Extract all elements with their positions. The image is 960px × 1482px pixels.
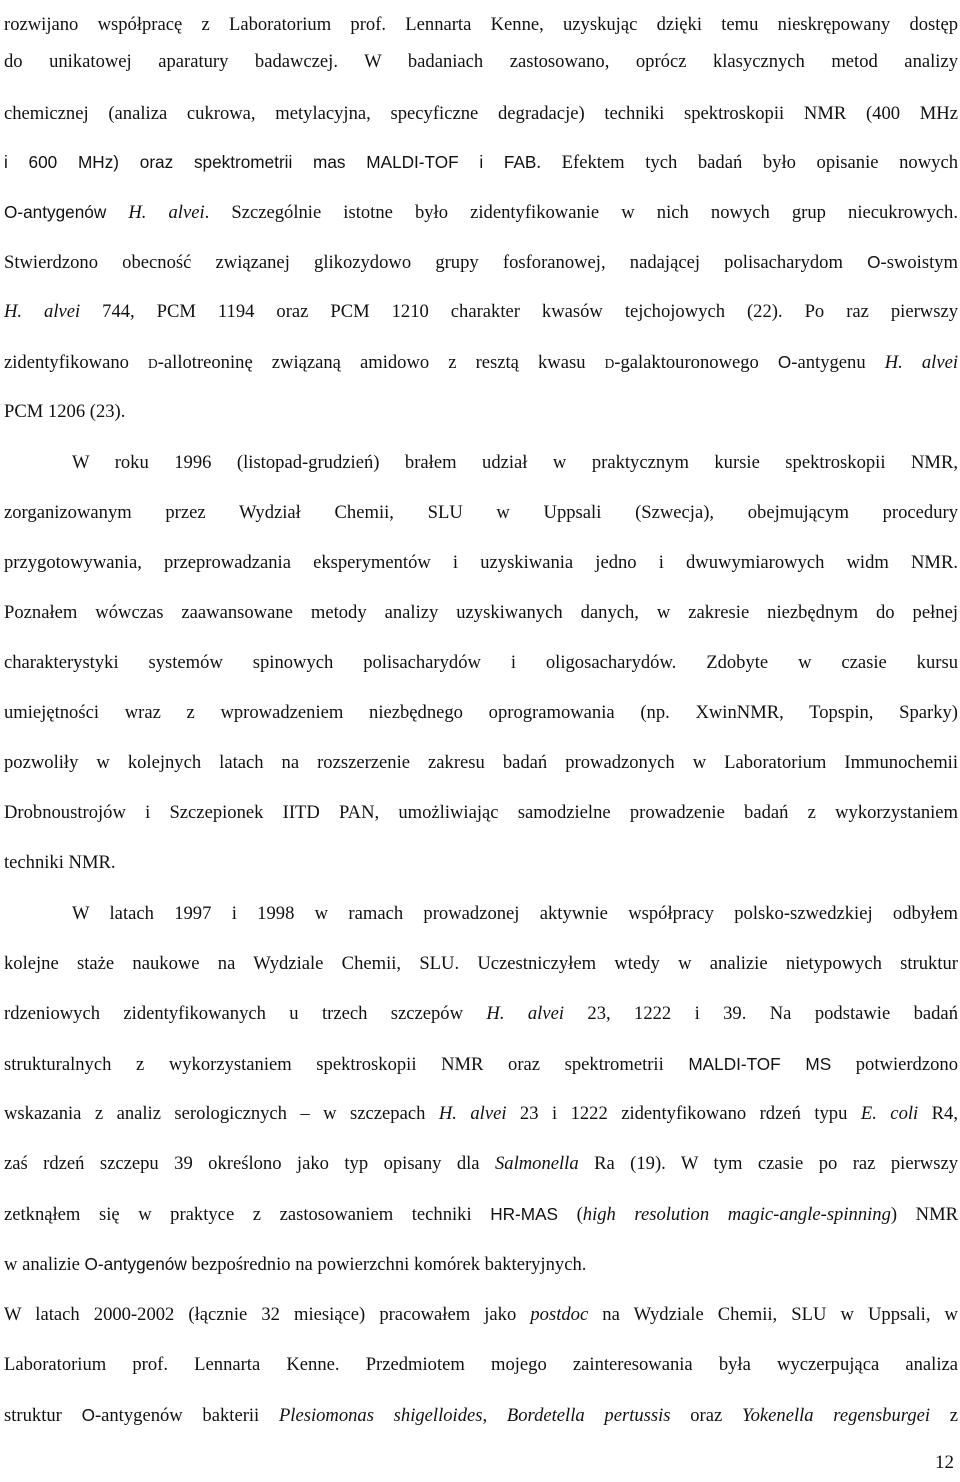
text-line [4,1099,958,1129]
text-line [4,798,958,828]
text-segment: W latach 1997 i 1998 w ramach prowadzonej aktywnie współpracy polsko-szwedzkiej odbyłem [72,903,958,924]
italic-text: H. alvei [486,1003,565,1024]
text-segment: potwierdzono [831,1054,958,1075]
text-segment: Poznałem wówczas zaawansowane metody analizy uzyskiwanych danych, w zakresie niezbędnym do pełnej [4,602,958,623]
text-line [4,297,958,327]
text-segment: O-antygenów [4,202,107,222]
text-line [4,99,958,129]
text-segment: Drobnoustrojów i Szczepionek IITD PAN, umożliwiając samodzielne prowadzenie badań z wykorzystaniem [4,802,958,823]
text-segment: -allotreoninę związaną amidowo z resztą kwasu [157,352,605,373]
text-segment: Stwierdzono obecność związanej glikozydowo grupy fosforanowej, nadającej polisacharydom [4,252,868,273]
text-segment: . Efektem tych badań było opisanie nowych [536,152,958,173]
text-segment: charakterystyki systemów spinowych polisacharydów i oligosacharydów. Zdobyte w czasie kursu [4,652,958,673]
text-segment: D [604,356,615,371]
italic-text: Bordetella pertussis [506,1405,671,1426]
text-segment: 23, 1222 i 39. Na podstawie badań [564,1003,958,1024]
text-segment: -swoistym [880,252,958,273]
text-segment: O-antygenów [84,1254,187,1274]
text-segment: O [867,252,881,272]
text-line [4,197,958,227]
text-line [4,648,958,678]
text-segment: kolejne staże naukowe na Wydziale Chemii, SLU. Uczestniczyłem wtedy w analizie nietypowych struktur [4,953,958,974]
text-line [4,498,958,528]
text-line [4,1300,958,1330]
text-segment: z [930,1405,959,1426]
text-segment: techniki NMR. [4,852,116,873]
italic-text: H. alvei [884,352,958,373]
text-segment: -antygenów bakterii [94,1405,279,1426]
text-segment: D [148,356,158,371]
text-segment: PCM 1206 (23). [4,401,126,422]
text-segment: , [482,1405,507,1426]
text-segment: i 600 MHz) oraz spektrometrii mas [4,152,367,172]
text-line [4,47,958,77]
italic-text: H. alvei [128,202,205,223]
text-line [4,698,958,728]
italic-text: Plesiomonas shigelloides [278,1405,483,1426]
text-line [4,448,958,478]
text-segment: struktur [4,1405,82,1426]
text-segment: do unikatowej aparatury badawczej. W badaniach zastosowano, oprócz klasycznych metod analizy [4,51,958,72]
text-segment: 23 i 1222 zidentyfikowano rdzeń typu [506,1103,861,1124]
text-segment: oraz [670,1405,742,1426]
text-segment: bezpośrednio na powierzchni komórek bakteryjnych. [186,1254,587,1275]
text-segment: zorganizowanym przez Wydział Chemii, SLU w Uppsali (Szwecja), obejmującym procedury [4,502,958,523]
italic-text: Salmonella [494,1153,579,1174]
text-line [4,1149,958,1179]
text-segment: W latach 2000-2002 (łącznie 32 miesiące) pracowałem jako [4,1304,531,1325]
text-segment: Laboratorium prof. Lennarta Kenne. Przedmiotem mojego zainteresowania była wyczerpująca analiza [4,1354,958,1375]
text-line [4,548,958,578]
text-segment: HR-MAS [490,1204,559,1224]
text-segment: W roku 1996 (listopad-grudzień) brałem udział w praktycznym kursie spektroskopii NMR, [72,452,958,473]
italic-text: postdoc [530,1304,589,1325]
text-segment: ( [558,1204,583,1225]
text-line [4,397,958,427]
text-line [4,10,958,40]
text-segment: 744, PCM 1194 oraz PCM 1210 charakter kwasów tejchojowych (22). Po raz pierwszy [80,301,958,322]
text-line [4,347,958,377]
text-segment: na Wydziale Chemii, SLU w Uppsali, w [588,1304,958,1325]
text-line [4,1199,958,1229]
italic-text: Yokenella regensburgei [741,1405,931,1426]
text-segment: w analizie [4,1254,85,1275]
italic-text: H. alvei [4,301,81,322]
text-line [4,598,958,628]
text-segment: pozwoliły w kolejnych latach na rozszerzenie zakresu badań prowadzonych w Laboratorium Immunochemii [4,752,958,773]
text-line [4,949,958,979]
text-segment: chemicznej (analiza cukrowa, metylacyjna, specyficzne degradacje) techniki spektroskopii NMR (400 MHz [4,103,958,124]
text-segment: wskazania z analiz serologicznych – w szczepach [4,1103,439,1124]
text-segment: MALDI-TOF i FAB [366,152,537,172]
text-line [4,1350,958,1380]
text-segment: R4, [918,1103,958,1124]
text-line [4,1400,958,1430]
text-line [4,848,958,878]
text-segment: zetknąłem się w praktyce z zastosowaniem techniki [4,1204,491,1225]
text-segment: -galaktouronowego [614,352,778,373]
text-line [4,999,958,1029]
text-segment: rozwijano współpracę z Laboratorium prof. Lennarta Kenne, uzyskując dzięki temu nieskrępowany dostęp [4,14,958,35]
text-line [4,899,958,929]
text-line [4,247,958,277]
text-segment: O [777,352,792,372]
text-segment: O [81,1405,95,1425]
page-number: 12 [935,1452,954,1473]
text-segment: -antygenu [791,352,885,373]
text-segment: . Szczególnie istotne było zidentyfikowanie w nich nowych grup niecukrowych. [204,202,959,223]
text-segment [106,202,128,223]
text-segment: zaś rdzeń szczepu 39 określono jako typ opisany dla [4,1153,495,1174]
text-segment: rdzeniowych zidentyfikowanych u trzech szczepów [4,1003,487,1024]
italic-text: H. alvei [438,1103,507,1124]
text-line [4,1049,958,1079]
italic-text: high resolution magic-angle-spinning [582,1204,891,1225]
text-segment: przygotowywania, przeprowadzania eksperymentów i uzyskiwania jedno i dwuwymiarowych widm NMR. [4,552,958,573]
text-segment: Ra (19). W tym czasie po raz pierwszy [578,1153,958,1174]
text-segment: zidentyfikowano [4,352,149,373]
text-segment: umiejętności wraz z wprowadzeniem niezbędnego oprogramowania (np. XwinNMR, Topspin, Sparky) [4,702,958,723]
italic-text: E. coli [860,1103,919,1124]
text-segment: MALDI-TOF MS [688,1054,832,1074]
text-line [4,1249,958,1279]
text-line [4,147,958,177]
text-segment: ) NMR [890,1204,959,1225]
text-line [4,748,958,778]
text-segment: strukturalnych z wykorzystaniem spektroskopii NMR oraz spektrometrii [4,1054,689,1075]
